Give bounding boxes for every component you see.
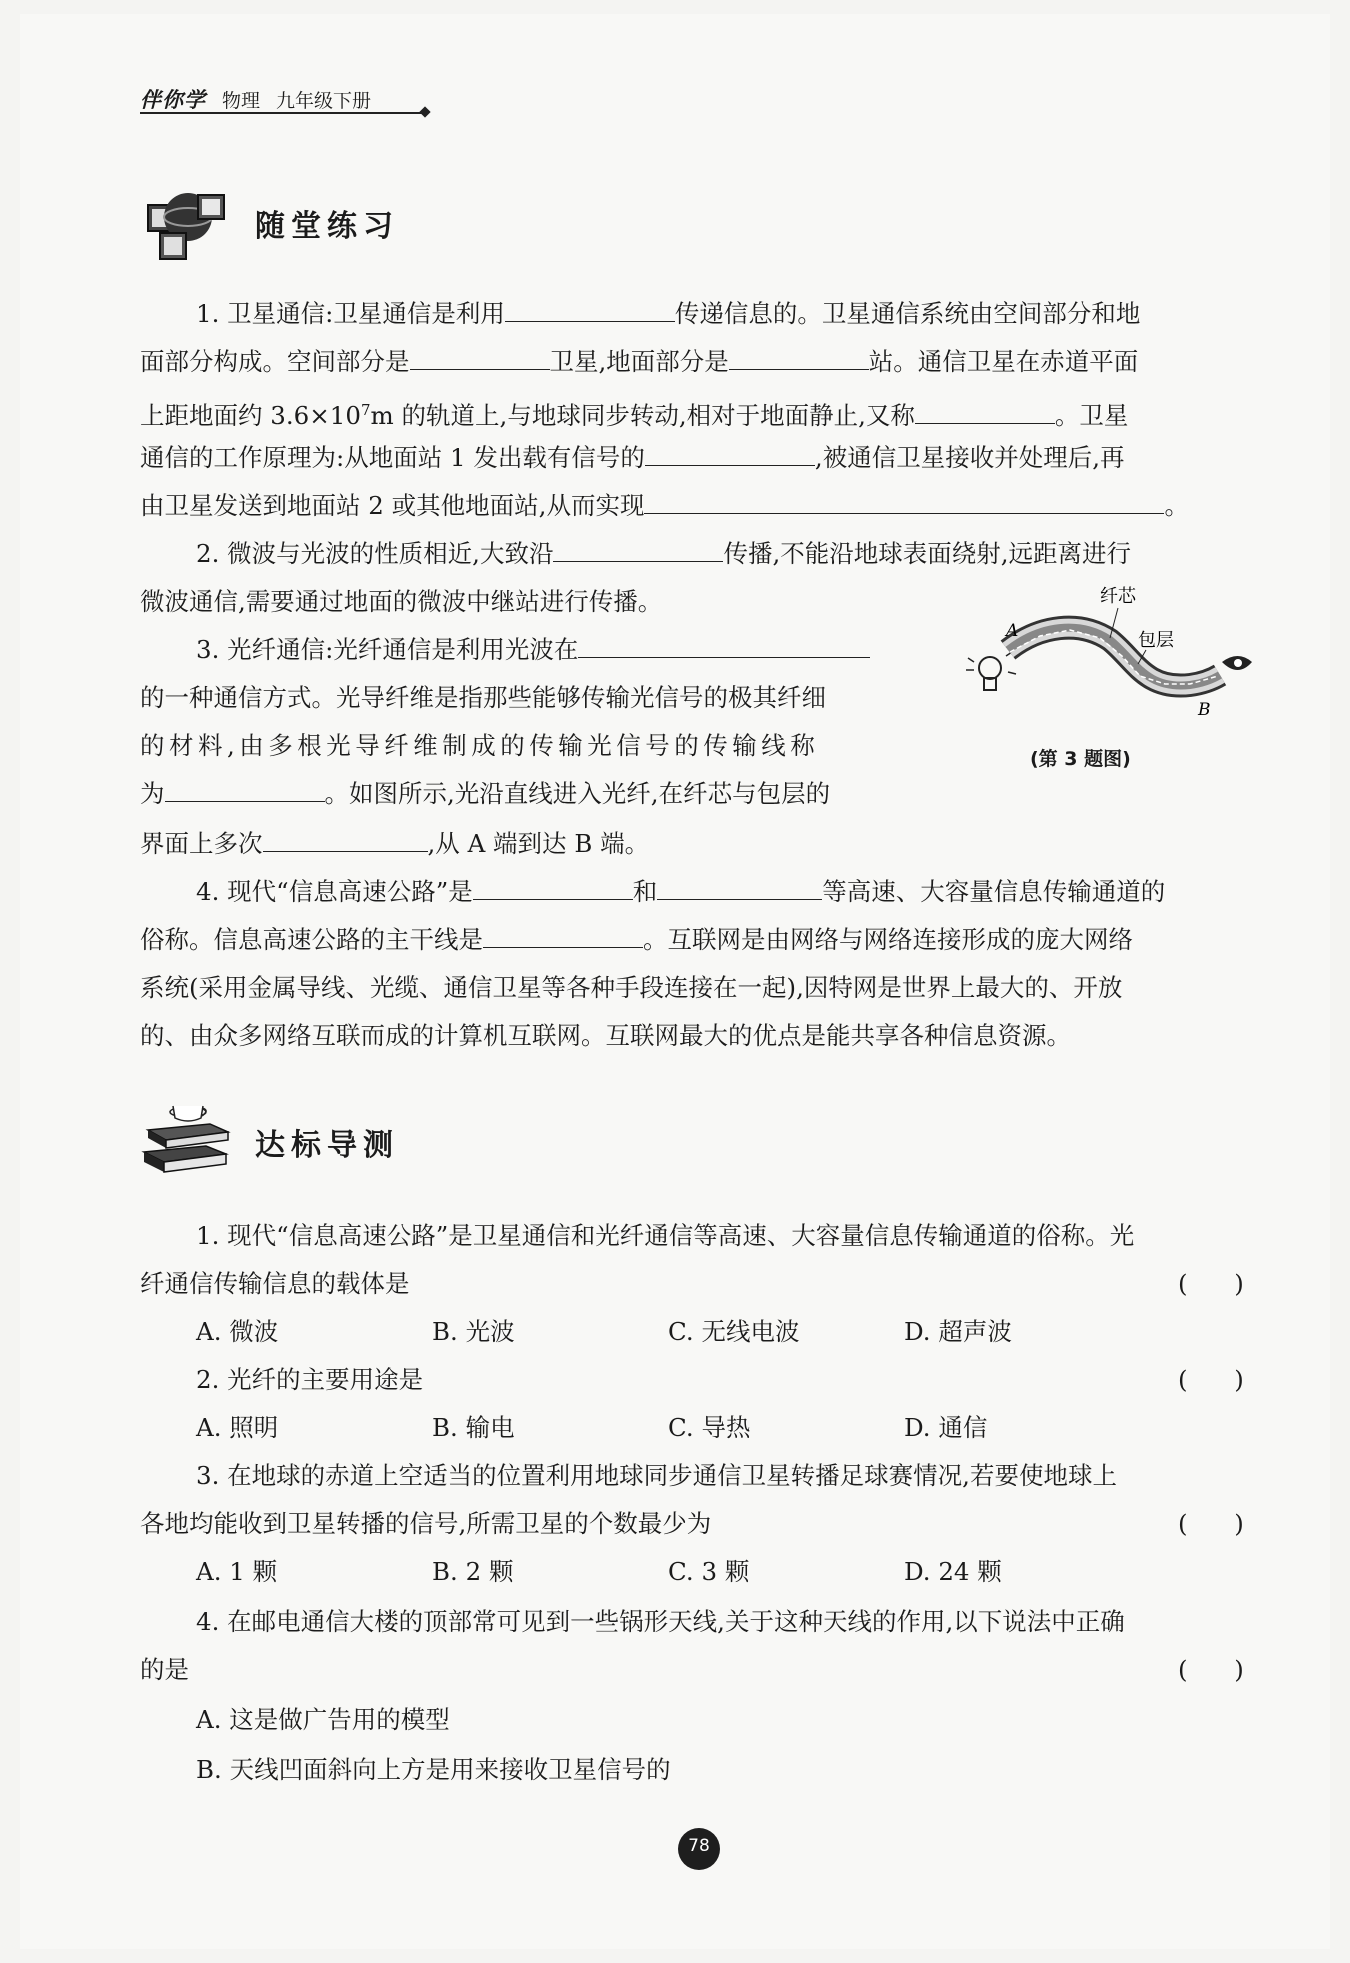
test-q2-line1: 2. 光纤的主要用途是 <box>196 1365 424 1394</box>
text: 1. 卫星通信:卫星通信是利用 <box>196 299 505 328</box>
answer-blank[interactable] <box>473 869 633 900</box>
page-number-badge <box>674 1824 724 1874</box>
exponent: 7 <box>360 401 371 419</box>
text: 通信的工作原理为:从地面站 1 发出载有信号的 <box>140 443 645 472</box>
text: 3. 光纤通信:光纤通信是利用光波在 <box>196 635 579 664</box>
section-title: 随堂练习 <box>255 209 399 244</box>
option-d[interactable]: D. 通信 <box>904 1413 988 1442</box>
text: 由卫星发送到地面站 2 或其他地面站,从而实现 <box>140 491 645 520</box>
practice-q4-line2 <box>140 916 1133 964</box>
practice-q1-line5 <box>140 482 1189 530</box>
test-q4-line1: 4. 在邮电通信大楼的顶部常可见到一些锅形天线,关于这种天线的作用,以下说法中正确 <box>196 1607 1125 1636</box>
answer-blank[interactable] <box>729 339 869 370</box>
text: 站。通信卫星在赤道平面 <box>868 347 1139 376</box>
answer-blank[interactable] <box>578 627 870 658</box>
text: m 的轨道上,与地球同步转动,相对于地面静止,又称 <box>370 401 915 431</box>
practice-q3-line4 <box>140 770 830 818</box>
fiber-optic-diagram <box>950 580 1260 740</box>
answer-blank[interactable] <box>645 435 815 466</box>
practice-q2-line2: 微波通信,需要通过地面的微波中继站进行传播。 <box>140 587 663 616</box>
practice-q3-line1 <box>196 626 870 674</box>
header-rule <box>140 112 425 114</box>
text: ,从 A 端到达 B 端。 <box>427 829 650 858</box>
option-c[interactable]: C. 无线电波 <box>668 1317 800 1346</box>
option-d[interactable]: D. 超声波 <box>904 1317 1012 1346</box>
practice-q1-line1 <box>196 290 1140 338</box>
text: 。卫星 <box>1054 401 1129 431</box>
text: 面部分构成。空间部分是 <box>140 347 410 376</box>
answer-blank[interactable] <box>915 393 1055 424</box>
test-q3-line2: 各地均能收到卫星转播的信号,所需卫星的个数最少为 <box>140 1509 712 1538</box>
text: 传播,不能沿地球表面绕射,远距离进行 <box>723 539 1132 568</box>
figure-caption: (第 3 题图) <box>1030 748 1131 770</box>
option-b[interactable]: B. 光波 <box>432 1317 515 1346</box>
text: 4. 现代“信息高速公路”是 <box>196 877 473 906</box>
text: 。如图所示,光沿直线进入光纤,在纤芯与包层的 <box>324 779 831 808</box>
section-heading-test <box>140 1090 540 1190</box>
text: 等高速、大容量信息传输通道的 <box>822 877 1166 906</box>
text: 。 <box>1164 491 1189 520</box>
practice-q1-line4 <box>140 434 1125 482</box>
practice-q1-line3 <box>140 386 1128 440</box>
label-b: B <box>1198 700 1211 720</box>
text: ,被通信卫星接收并处理后,再 <box>814 443 1125 472</box>
label-cladding: 包层 <box>1138 630 1174 651</box>
practice-q3-line3: 的材料,由多根光导纤维制成的传输光信号的传输线称 <box>140 731 820 760</box>
text: 界面上多次 <box>140 829 263 858</box>
running-header <box>140 84 432 114</box>
answer-blank[interactable] <box>483 917 643 948</box>
label-core: 纤芯 <box>1100 586 1136 607</box>
answer-paren[interactable]: ( ) <box>1178 1509 1244 1538</box>
subject-name: 物理 <box>222 90 261 112</box>
option-c[interactable]: C. 3 颗 <box>668 1557 750 1586</box>
option-a[interactable]: A. 这是做广告用的模型 <box>196 1705 450 1734</box>
practice-q2-line1 <box>196 530 1131 578</box>
text: 2. 微波与光波的性质相近,大致沿 <box>196 539 554 568</box>
practice-q4-line4: 的、由众多网络互联而成的计算机互联网。互联网最大的优点是能共享各种信息资源。 <box>140 1021 1071 1050</box>
text: 和 <box>632 877 658 906</box>
test-q1-line2: 纤通信传输信息的载体是 <box>140 1269 410 1298</box>
section-title: 达标导测 <box>255 1128 399 1163</box>
answer-blank[interactable] <box>263 821 428 852</box>
option-a[interactable]: A. 照明 <box>196 1413 279 1442</box>
page-number: 78 <box>688 1836 710 1856</box>
answer-blank[interactable] <box>553 531 723 562</box>
test-q1-line1: 1. 现代“信息高速公路”是卫星通信和光纤通信等高速、大容量信息传输通道的俗称。光 <box>196 1221 1135 1250</box>
answer-blank[interactable] <box>505 291 675 322</box>
answer-blank[interactable] <box>410 339 550 370</box>
answer-paren[interactable]: ( ) <box>1178 1655 1244 1684</box>
eye-icon <box>1222 656 1252 670</box>
text: 传递信息的。卫星通信系统由空间部分和地 <box>674 299 1141 328</box>
option-a[interactable]: A. 微波 <box>196 1317 279 1346</box>
option-b[interactable]: B. 输电 <box>432 1413 515 1442</box>
practice-q1-line2 <box>140 338 1138 386</box>
answer-blank[interactable] <box>657 869 822 900</box>
option-a[interactable]: A. 1 颗 <box>196 1557 278 1586</box>
satellite-dish-icon <box>140 175 235 270</box>
option-b[interactable]: B. 天线凹面斜向上方是用来接收卫星信号的 <box>196 1755 671 1784</box>
test-q4-line2: 的是 <box>140 1655 189 1684</box>
option-d[interactable]: D. 24 颗 <box>904 1557 1002 1586</box>
answer-blank[interactable] <box>165 771 325 802</box>
light-bulb-icon <box>966 652 1016 690</box>
section-heading-practice <box>140 175 540 275</box>
option-b[interactable]: B. 2 颗 <box>432 1557 514 1586</box>
answer-paren[interactable]: ( ) <box>1178 1365 1244 1394</box>
practice-q3-line2: 的一种通信方式。光导纤维是指那些能够传输光信号的极其纤细 <box>140 683 826 712</box>
label-a: A <box>1006 621 1019 641</box>
practice-q4-line3: 系统(采用金属导线、光缆、通信卫星等各种手段连接在一起),因特网是世界上最大的、开放 <box>140 973 1123 1002</box>
option-c[interactable]: C. 导热 <box>668 1413 751 1442</box>
practice-q3-line5 <box>140 820 649 868</box>
test-q3-line1: 3. 在地球的赤道上空适当的位置利用地球同步通信卫星转播足球赛情况,若要使地球上 <box>196 1461 1117 1490</box>
text: 卫星,地面部分是 <box>549 347 729 376</box>
practice-q4-line1 <box>196 868 1165 916</box>
text: 俗称。信息高速公路的主干线是 <box>140 925 483 954</box>
answer-blank[interactable] <box>644 483 1164 514</box>
text: 。互联网是由网络与网络连接形成的庞大网络 <box>643 925 1133 954</box>
text: 上距地面约 3.6×10 <box>140 401 361 431</box>
text: 为 <box>140 779 165 808</box>
brand-name: 伴你学 <box>140 88 206 112</box>
grade-name: 九年级下册 <box>276 90 372 112</box>
answer-paren[interactable]: ( ) <box>1178 1269 1244 1298</box>
books-coffee-icon <box>140 1090 235 1185</box>
